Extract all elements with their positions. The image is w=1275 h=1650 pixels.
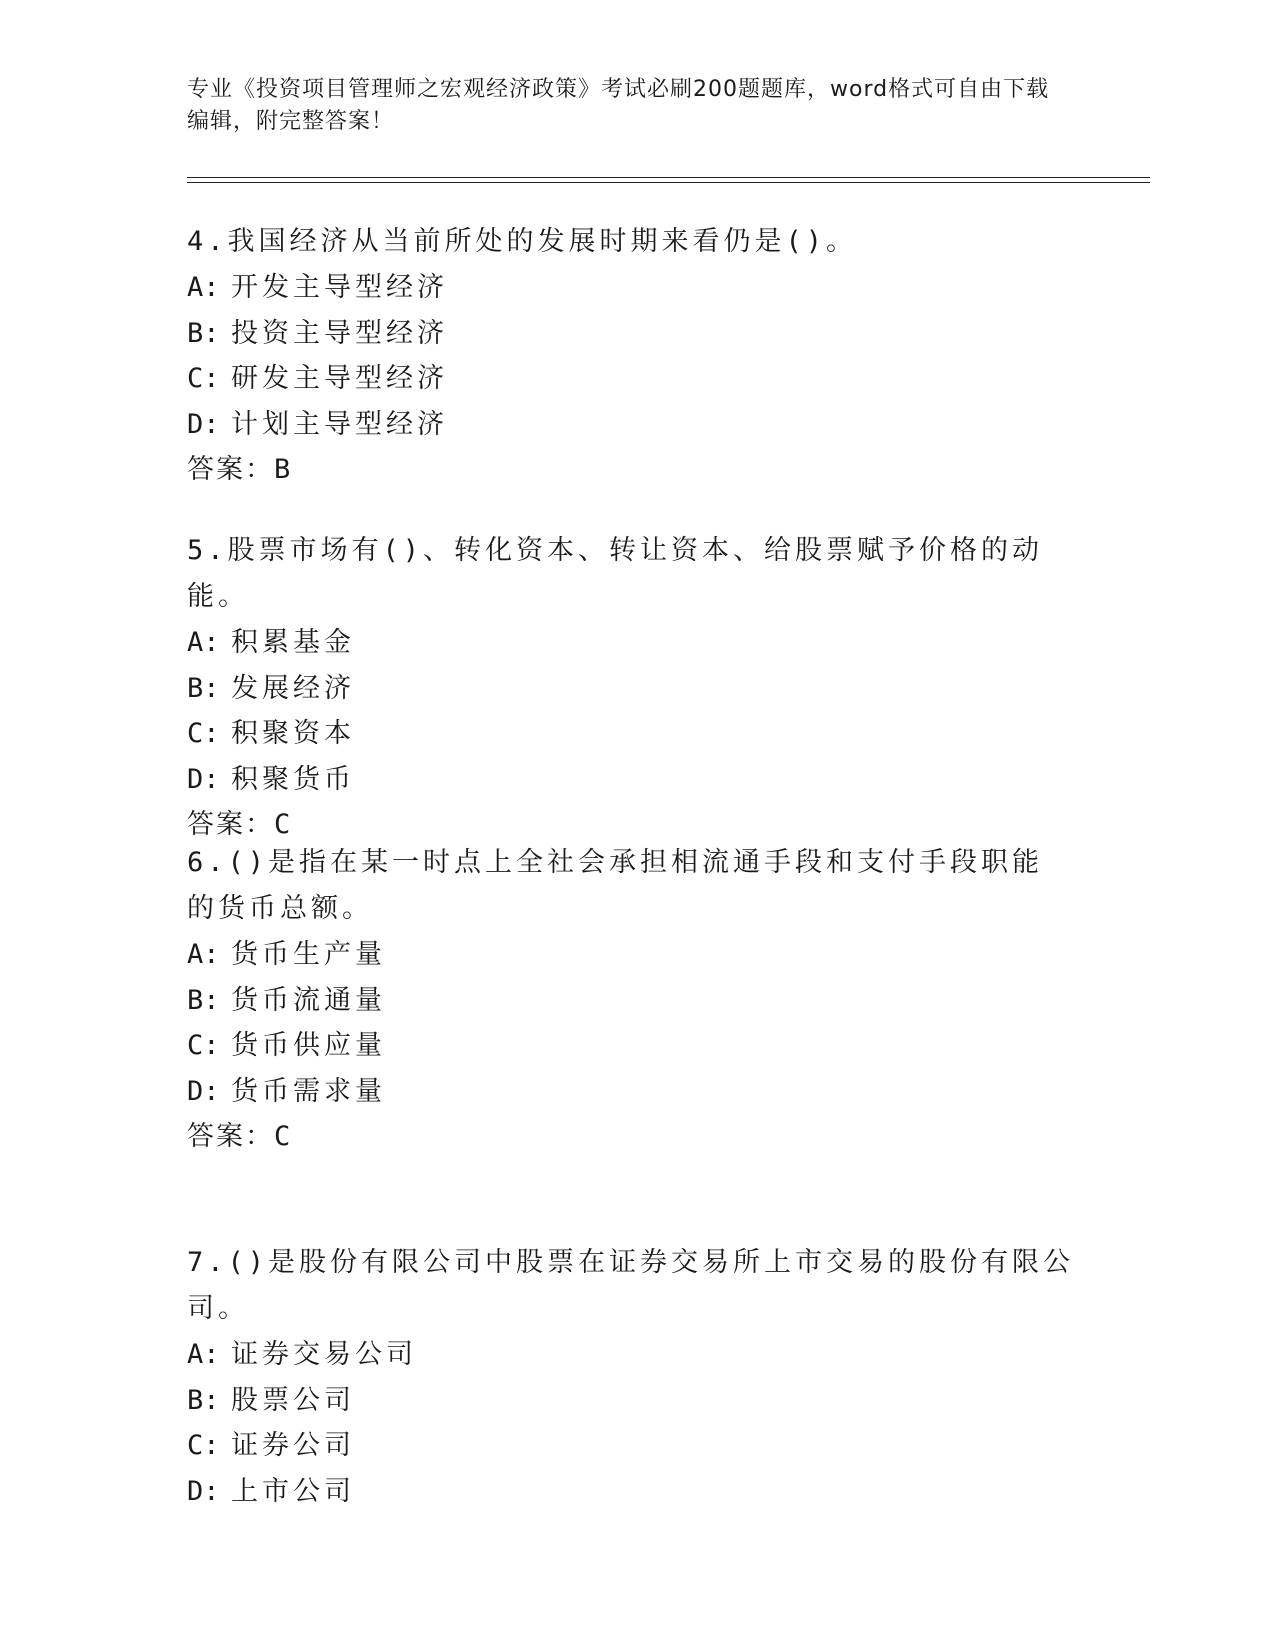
answer-line [187,1114,1067,1160]
option-text: 上市公司 [231,1475,355,1507]
answer-label: 答案： [187,1121,274,1152]
option-letter: A: [187,272,220,303]
option-letter: C: [187,1430,220,1461]
option-b [187,978,1067,1024]
header-rule-bottom [187,182,1150,183]
option-text: 股票公司 [231,1384,355,1416]
option-text: 开发主导型经济 [231,272,448,303]
option-text: 研发主导型经济 [231,363,448,394]
option-letter: C: [187,1030,220,1061]
option-text: 计划主导型经济 [231,408,448,440]
option-a [187,265,1087,311]
option-d [187,1469,1087,1515]
answer-value: C [274,809,293,840]
option-letter: A: [187,1339,220,1370]
option-text: 货币流通量 [231,984,386,1016]
option-b [187,666,1087,712]
option-text: 发展经济 [231,672,355,704]
option-b [187,1378,1087,1424]
option-text: 积聚货币 [231,763,355,795]
option-letter: C: [187,363,220,394]
option-d [187,757,1087,803]
question-7 [187,1240,1087,1514]
option-letter: D: [187,763,220,795]
option-c [187,711,1087,757]
option-letter: D: [187,408,220,440]
option-text: 货币需求量 [231,1075,386,1107]
option-text: 投资主导型经济 [231,317,448,349]
option-text: 货币供应量 [231,1030,386,1061]
answer-line [187,447,1087,493]
option-letter: C: [187,718,220,749]
option-d [187,402,1087,448]
answer-label: 答案： [187,454,274,485]
question-stem: 6.()是指在某一时点上全社会承担相流通手段和支付手段职能的货币总额。 [187,847,1044,924]
answer-value: C [274,1121,293,1152]
question-stem: 4.我国经济从当前所处的发展时期来看仍是()。 [187,226,858,257]
answer-label: 答案： [187,809,274,840]
question-5 [187,528,1087,848]
option-text: 货币生产量 [231,939,386,970]
option-a [187,620,1087,666]
option-letter: B: [187,984,220,1016]
option-letter: A: [187,627,220,658]
option-letter: D: [187,1075,220,1107]
header-rule-top [187,177,1150,178]
option-letter: B: [187,672,220,704]
option-a [187,1332,1087,1378]
question-stem: 5.股票市场有()、转化资本、转让资本、给股票赋予价格的动能。 [187,535,1044,612]
option-text: 积聚资本 [231,718,355,749]
option-text: 证券交易公司 [231,1339,417,1370]
option-letter: A: [187,939,220,970]
question-4 [187,219,1087,493]
option-b [187,311,1087,357]
option-letter: B: [187,1384,220,1416]
question-6 [187,840,1067,1160]
answer-value: B [274,454,293,485]
option-c [187,1023,1067,1069]
option-letter: D: [187,1475,220,1507]
option-d [187,1069,1067,1115]
question-stem: 7.()是股份有限公司中股票在证券交易所上市交易的股份有限公司。 [187,1247,1075,1324]
option-letter: B: [187,317,220,349]
option-c [187,1423,1087,1469]
option-text: 积累基金 [231,627,355,658]
option-c [187,356,1087,402]
option-a [187,932,1067,978]
option-text: 证券公司 [231,1430,355,1461]
document-header: 专业《投资项目管理师之宏观经济政策》考试必刷200题题库，word格式可自由下载编辑，附完整答案！ [187,77,1050,134]
